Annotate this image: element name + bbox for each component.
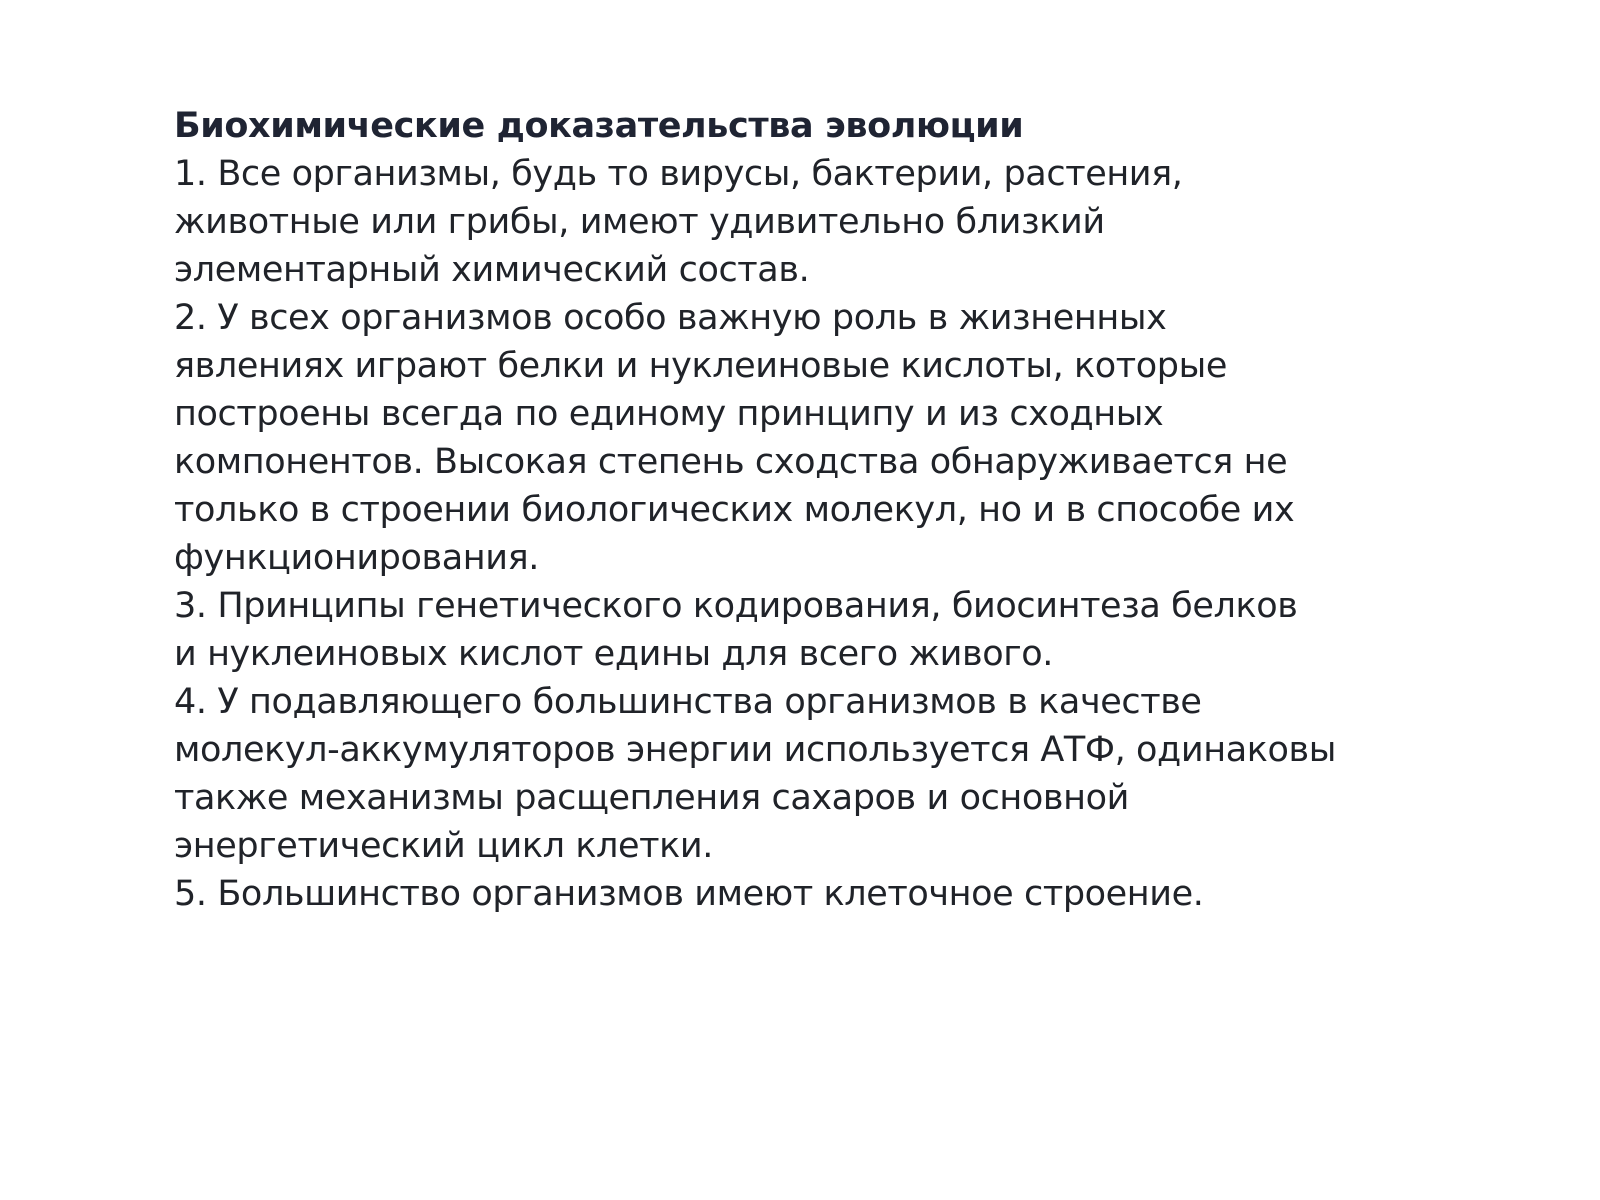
- text-line: только в строении биологических молекул, но и в способе их: [174, 490, 1295, 530]
- slide-title: Биохимические доказательства эволюции: [174, 106, 1024, 146]
- text-line: 4. У подавляющего большинства организмов в качестве: [174, 682, 1202, 722]
- text-line: построены всегда по единому принципу и из сходных: [174, 394, 1164, 434]
- text-line: животные или грибы, имеют удивительно близкий: [174, 202, 1105, 242]
- text-line: 5. Большинство организмов имеют клеточное строение.: [174, 874, 1204, 914]
- text-line: функционирования.: [174, 538, 539, 578]
- text-line: энергетический цикл клетки.: [174, 826, 713, 866]
- text-line: 1. Все организмы, будь то вирусы, бактерии, растения,: [174, 154, 1183, 194]
- text-line: явлениях играют белки и нуклеиновые кислоты, которые: [174, 346, 1227, 386]
- text-line: молекул-аккумуляторов энергии используется АТФ, одинаковы: [174, 730, 1336, 770]
- text-line: компонентов. Высокая степень сходства обнаруживается не: [174, 442, 1288, 482]
- text-line: и нуклеиновых кислот едины для всего живого.: [174, 634, 1053, 674]
- text-line: элементарный химический состав.: [174, 250, 810, 290]
- text-line: также механизмы расщепления сахаров и основной: [174, 778, 1130, 818]
- text-line: 2. У всех организмов особо важную роль в жизненных: [174, 298, 1167, 338]
- slide-content: [174, 102, 1474, 918]
- text-line: 3. Принципы генетического кодирования, биосинтеза белков: [174, 586, 1298, 626]
